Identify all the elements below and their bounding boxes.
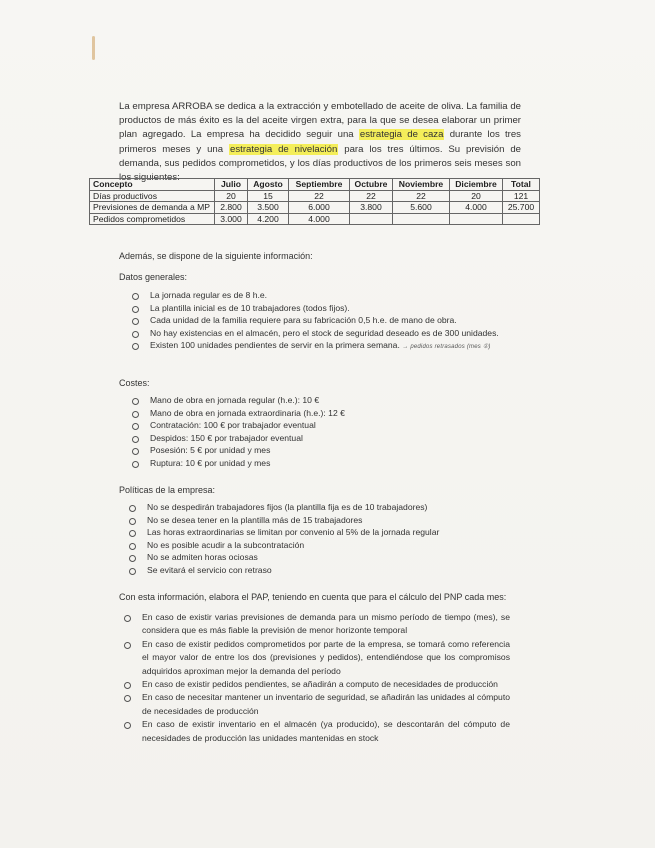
list-item: Cada unidad de la familia requiere para su fabricación 0,5 h.e. de mano de obra. xyxy=(132,314,510,327)
list-item: Posesión: 5 € por unidad y mes xyxy=(132,444,492,457)
table-cell: 25.700 xyxy=(503,202,540,214)
col-header: Noviembre xyxy=(393,179,450,191)
politicas-list xyxy=(129,501,509,577)
table-cell: 3.800 xyxy=(350,202,393,214)
politicas-title: Políticas de la empresa: xyxy=(119,485,216,495)
bullet-icon xyxy=(132,461,139,468)
list-item: No hay existencias en el almacén, pero el stock de seguridad deseado es de 300 unidades. xyxy=(132,327,510,340)
bullet-icon xyxy=(129,543,136,550)
table-row xyxy=(90,202,540,214)
bullet-icon xyxy=(132,318,139,325)
datos-title: Datos generales: xyxy=(119,272,188,282)
list-item: No se desea tener en la plantilla más de 15 trabajadores xyxy=(129,514,509,527)
bullet-icon xyxy=(132,411,139,418)
table-header-row xyxy=(90,179,540,191)
list-item: En caso de existir pedidos comprometidos por parte de la empresa, se tomará como referencia el mayor valor de entre los dos (previsiones y pedidos), entendiéndose que los compromisos adquiridos aproximan mejor la demanda del período xyxy=(124,638,510,678)
table-cell: Días productivos xyxy=(90,190,215,202)
list-item: Contratación: 100 € por trabajador eventual xyxy=(132,419,492,432)
table-cell: 4.000 xyxy=(450,202,503,214)
bullet-icon xyxy=(132,398,139,405)
highlight-nivelacion: estrategia de nivelación xyxy=(230,143,338,155)
bullet-icon xyxy=(129,568,136,575)
highlight-caza: estrategia de caza xyxy=(359,129,444,141)
table-cell: 20 xyxy=(450,190,503,202)
table-row xyxy=(90,190,540,202)
table-cell: 22 xyxy=(289,190,350,202)
table-cell: 15 xyxy=(248,190,289,202)
table-cell: Previsiones de demanda a MP xyxy=(90,202,215,214)
intro-text-1: La empresa ARROBA se dedica a la extracción y embotellado de aceite de oliva. La familia de productos de más éxito es la del aceite virgen extra, para la que se desea elaborar un primer plan agregado. La empresa ha decidido seguir una xyxy=(119,101,521,141)
list-item: Mano de obra en jornada extraordinaria (h.e.): 12 € xyxy=(132,407,492,420)
col-header: Agosto xyxy=(248,179,289,191)
list-item: No es posible acudir a la subcontratación xyxy=(129,539,509,552)
table-cell: 20 xyxy=(215,190,248,202)
margin-mark xyxy=(92,36,95,60)
col-header: Septiembre xyxy=(289,179,350,191)
col-header: Total xyxy=(503,179,540,191)
list-item: Existen 100 unidades pendientes de servir en la primera semana. → pedidos retrasados (mes ①) xyxy=(132,339,510,354)
table-cell: 6.000 xyxy=(289,202,350,214)
table-cell xyxy=(350,213,393,225)
list-item: No se despedirán trabajadores fijos (la plantilla fija es de 10 trabajadores) xyxy=(129,501,509,514)
table-cell: Pedidos comprometidos xyxy=(90,213,215,225)
list-item: Ruptura: 10 € por unidad y mes xyxy=(132,457,492,470)
bullet-icon xyxy=(132,293,139,300)
list-item: En caso de necesitar mantener un inventario de seguridad, se añadirán las unidades al cómputo de necesidades de producción xyxy=(124,691,510,718)
table-cell xyxy=(393,213,450,225)
list-item: La jornada regular es de 8 h.e. xyxy=(132,289,510,302)
col-header: Octubre xyxy=(350,179,393,191)
bullet-icon xyxy=(132,343,139,350)
bullet-icon xyxy=(132,306,139,313)
table-cell: 22 xyxy=(350,190,393,202)
list-item: Mano de obra en jornada regular (h.e.): 10 € xyxy=(132,394,492,407)
demand-table xyxy=(89,178,540,225)
bullet-icon xyxy=(129,505,136,512)
bullet-icon xyxy=(124,615,131,622)
bullet-icon xyxy=(132,436,139,443)
table-cell: 2.800 xyxy=(215,202,248,214)
list-item: La plantilla inicial es de 10 trabajadores (todos fijos). xyxy=(132,302,510,315)
intro-text-2: durante los tres primeros meses y una xyxy=(119,129,521,155)
table-cell xyxy=(450,213,503,225)
bullet-icon xyxy=(124,642,131,649)
list-item: Despidos: 150 € por trabajador eventual xyxy=(132,432,492,445)
list-item: En caso de existir inventario en el almacén (ya producido), se descontarán del cómputo de necesidades de producción las unidades mantenidas en stock xyxy=(124,718,510,745)
table-cell: 22 xyxy=(393,190,450,202)
con-esta-text: Con esta información, elabora el PAP, teniendo en cuenta que para el cálculo del PNP cada mes: xyxy=(119,592,507,602)
costes-list xyxy=(132,394,492,470)
col-header: Concepto xyxy=(90,179,215,191)
intro-paragraph xyxy=(119,100,521,185)
bullet-icon xyxy=(132,423,139,430)
bullet-icon xyxy=(129,530,136,537)
table-cell: 121 xyxy=(503,190,540,202)
bullet-icon xyxy=(124,682,131,689)
bullet-icon xyxy=(132,331,139,338)
bullet-icon xyxy=(129,555,136,562)
table-cell: 4.000 xyxy=(289,213,350,225)
bullet-icon xyxy=(124,722,131,729)
list-item: En caso de existir pedidos pendientes, se añadirán a computo de necesidades de producción xyxy=(124,678,510,691)
bullet-icon xyxy=(129,518,136,525)
list-item: En caso de existir varias previsiones de demanda para un mismo período de tiempo (mes), se considera que es más fiable la previsión de menor horizonte temporal xyxy=(124,611,510,638)
table-cell xyxy=(503,213,540,225)
list-item: Las horas extraordinarias se limitan por convenio al 5% de la jornada regular xyxy=(129,526,509,539)
costes-title: Costes: xyxy=(119,378,150,388)
table-row xyxy=(90,213,540,225)
bullet-icon xyxy=(132,448,139,455)
col-header: Diciembre xyxy=(450,179,503,191)
reglas-list xyxy=(124,611,510,745)
list-item: Se evitará el servicio con retraso xyxy=(129,564,509,577)
table-cell: 4.200 xyxy=(248,213,289,225)
bullet-icon xyxy=(124,695,131,702)
table-cell: 5.600 xyxy=(393,202,450,214)
table-cell: 3.500 xyxy=(248,202,289,214)
handwritten-note: → pedidos retrasados (mes ①) xyxy=(402,344,491,351)
ademas-text: Además, se dispone de la siguiente información: xyxy=(119,251,313,261)
list-item: No se admiten horas ociosas xyxy=(129,551,509,564)
col-header: Julio xyxy=(215,179,248,191)
table-cell: 3.000 xyxy=(215,213,248,225)
intro-text-3: para los tres últimos. Su previsión de demanda, sus pedidos comprometidos, y los días productivos de los primeros seis meses son los siguientes: xyxy=(119,143,522,184)
datos-list xyxy=(132,289,510,354)
